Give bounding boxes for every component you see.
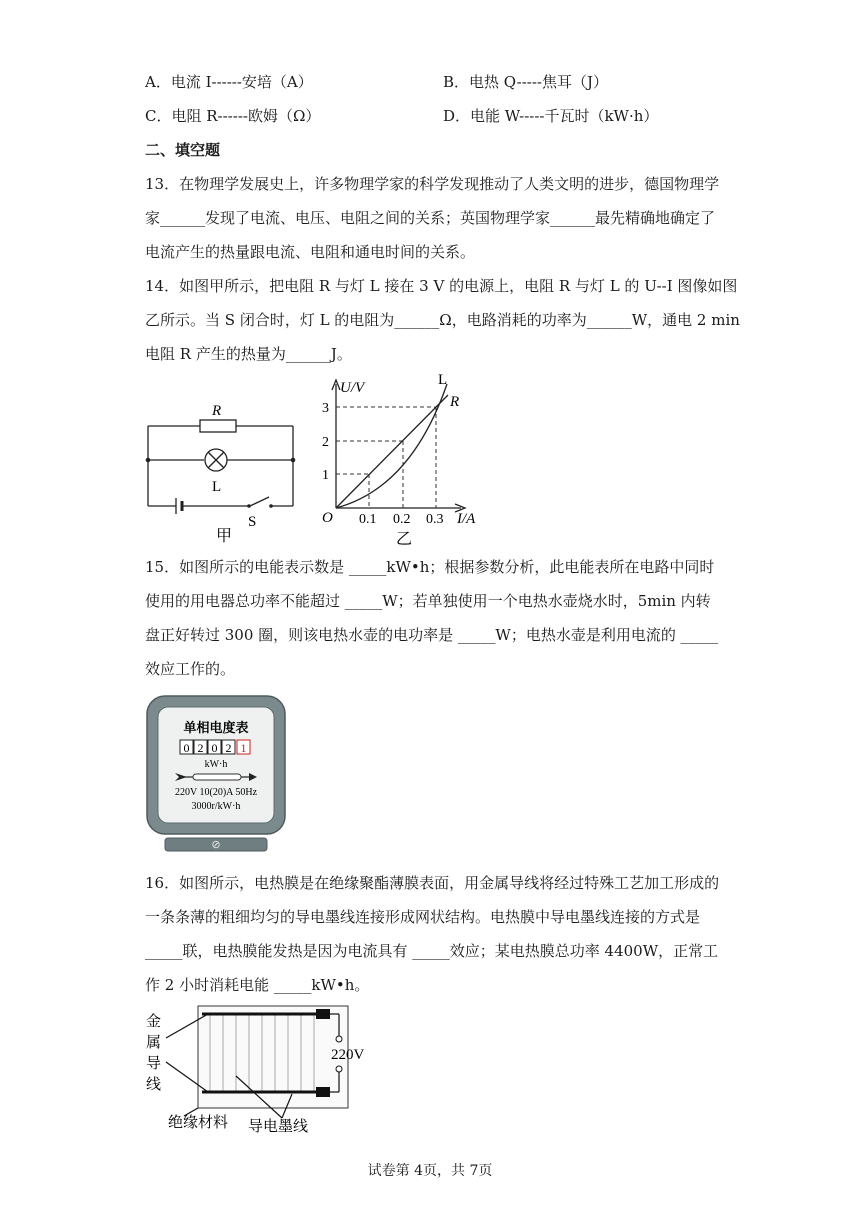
q13-line-3: 电流产生的热量跟电流、电阻和通电时间的关系。 bbox=[145, 243, 476, 261]
option-c: C．电阻 R------欧姆（Ω） bbox=[145, 107, 321, 125]
meter-spec-2: 3000r/kW·h bbox=[191, 801, 241, 812]
resistor-label: R bbox=[212, 403, 222, 419]
page-footer: 试卷第 4页，共 7页 bbox=[367, 1163, 493, 1179]
section-title: 二、填空题 bbox=[145, 141, 221, 159]
ui-graph bbox=[316, 370, 486, 548]
meter-digit-5: 1 bbox=[240, 741, 247, 755]
origin-label: O bbox=[322, 510, 333, 526]
graph-caption: 乙 bbox=[396, 531, 413, 548]
q16-line-2: 一条条薄的粗细均匀的导电墨线连接形成网状结构。电热膜中导电墨线连接的方式是 bbox=[145, 908, 701, 926]
ink-line-label: 导电墨线 bbox=[248, 1119, 309, 1135]
x-tick-1: 0.1 bbox=[359, 512, 377, 527]
wire-label-4: 线 bbox=[146, 1077, 162, 1093]
q16-line-3: _____联，电热膜能发热是因为电流具有 _____效应；某电热膜总功率 4400W，正常工 bbox=[145, 942, 719, 960]
y-tick-3: 3 bbox=[322, 401, 329, 416]
option-a: A．电流 I------安培（A） bbox=[145, 73, 313, 91]
q14-line-1: 14．如图甲所示，把电阻 R 与灯 L 接在 3 V 的电源上，电阻 R 与灯 L 的 U--I 图像如图 bbox=[145, 277, 738, 295]
insulator-label: 绝缘材料 bbox=[168, 1115, 229, 1131]
q14-line-3: 电阻 R 产生的热量为______J。 bbox=[145, 345, 352, 363]
voltage-label: 220V bbox=[331, 1047, 365, 1063]
meter-digit-1: 0 bbox=[183, 741, 190, 755]
wire-label-2: 属 bbox=[146, 1035, 162, 1051]
q13-line-1: 13．在物理学发展史上，许多物理学家的科学发现推动了人类文明的进步，德国物理学 bbox=[145, 175, 720, 193]
q13-line-2: 家______发现了电流、电压、电阻之间的关系；英国物理学家______最先精确地确定了 bbox=[145, 209, 716, 227]
q15-line-4: 效应工作的。 bbox=[145, 660, 236, 678]
meter-spec-1: 220V 10(20)A 50Hz bbox=[174, 787, 258, 798]
lamp-label: L bbox=[212, 479, 222, 495]
meter-unit: kW·h bbox=[204, 759, 228, 770]
electricity-meter bbox=[145, 694, 287, 856]
x-tick-2: 0.2 bbox=[393, 512, 411, 527]
option-b: B．电热 Q-----焦耳（J） bbox=[443, 73, 608, 91]
q15-line-1: 15．如图所示的电能表示数是 _____kW•h；根据参数分析，此电能表所在电路中同时 bbox=[145, 558, 715, 576]
meter-digit-4: 2 bbox=[225, 741, 232, 755]
y-tick-2: 2 bbox=[322, 435, 329, 450]
switch-label: S bbox=[248, 514, 257, 530]
heating-film-diagram bbox=[140, 1000, 380, 1140]
circuit-diagram bbox=[140, 396, 305, 546]
curve-r-label: R bbox=[450, 394, 460, 410]
circuit-caption: 甲 bbox=[216, 528, 233, 545]
x-tick-3: 0.3 bbox=[426, 512, 444, 527]
meter-digit-2: 2 bbox=[197, 741, 204, 755]
option-d: D．电能 W-----千瓦时（kW·h） bbox=[443, 107, 659, 125]
q15-line-2: 使用的用电器总功率不能超过 _____W；若单独使用一个电热水壶烧水时，5min 内转 bbox=[145, 592, 711, 610]
wire-label-3: 导 bbox=[146, 1056, 162, 1072]
q15-line-3: 盘正好转过 300 圈，则该电热水壶的电功率是 _____W；电热水壶是利用电流的 _____ bbox=[145, 626, 719, 644]
y-axis-label: U/V bbox=[340, 380, 365, 396]
y-tick-1: 1 bbox=[322, 468, 329, 483]
x-axis-label: I/A bbox=[457, 511, 476, 527]
q16-line-1: 16．如图所示，电热膜是在绝缘聚酯薄膜表面，用金属导线将经过特殊工艺加工形成的 bbox=[145, 874, 720, 892]
q14-line-2: 乙所示。当 S 闭合时，灯 L 的电阻为______Ω，电路消耗的功率为______W，通电 2 min bbox=[145, 311, 740, 329]
q16-line-4: 作 2 小时消耗电能 _____kW•h。 bbox=[145, 976, 370, 994]
meter-digit-3: 0 bbox=[211, 741, 218, 755]
meter-title: 单相电度表 bbox=[183, 720, 249, 735]
curve-l-label: L bbox=[438, 372, 448, 388]
meter-base-icon: ⊘ bbox=[211, 839, 221, 851]
wire-label-1: 金 bbox=[146, 1014, 162, 1030]
